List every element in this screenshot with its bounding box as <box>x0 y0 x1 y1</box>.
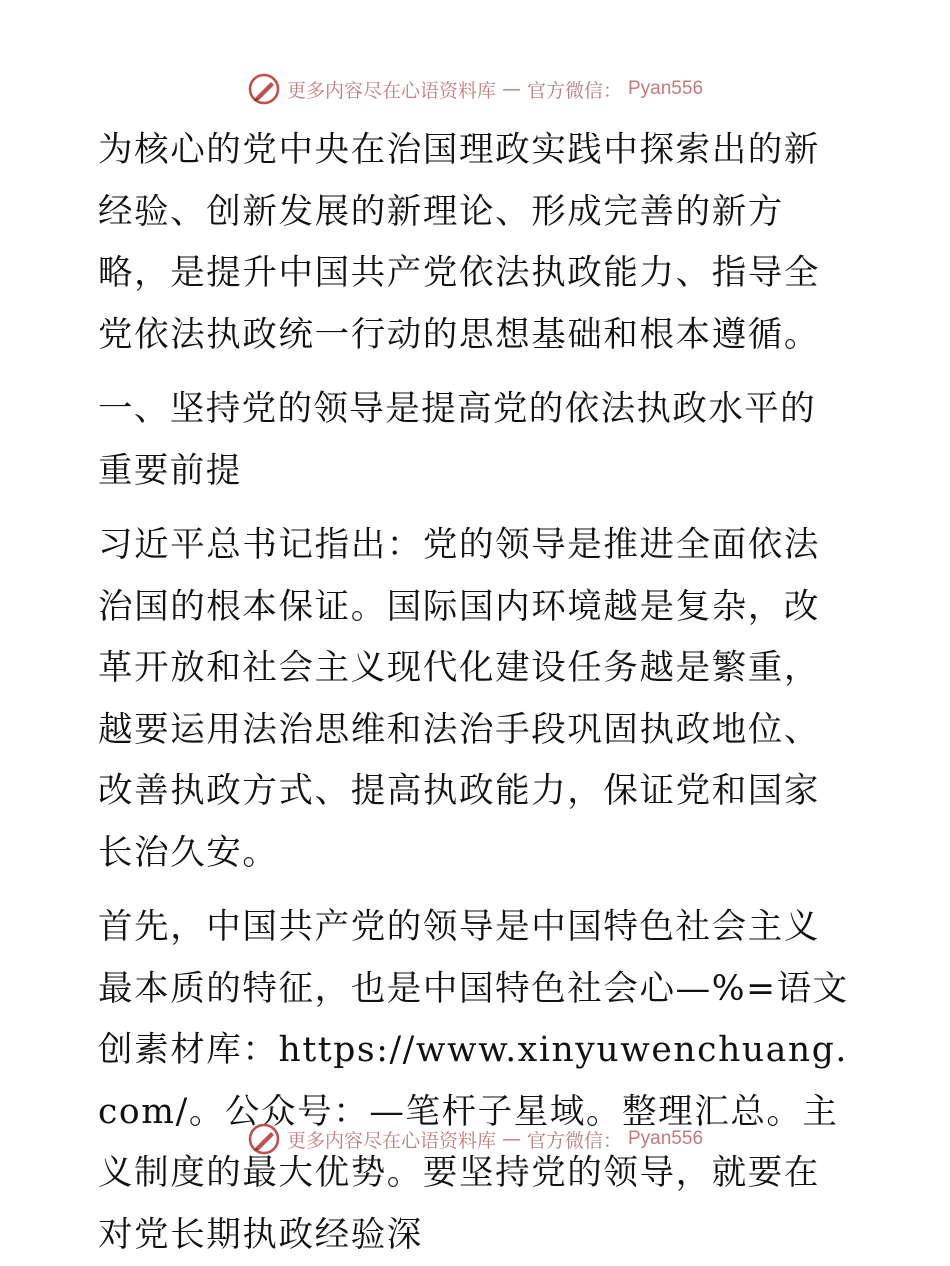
quill-logo-icon <box>247 1122 281 1156</box>
watermark-separator: — <box>501 1128 521 1150</box>
section-heading-1: 一、坚持党的领导是提高党的依法执政水平的重要前提 <box>98 389 816 491</box>
header-watermark <box>0 72 950 106</box>
watermark-main-text: 更多内容尽在心语资料库 <box>286 1129 496 1152</box>
paragraph-first-point: 首先，中国共产党的领导是中国特色社会主义最本质的特征，也是中国特色社会心—%=语文创素材库：https://www.xinyuwenchuang.com/。公众号：—笔杆子星域。整理汇总。主义制度的最大优势。要坚持党的领导，就要在对党长期执政经验深 <box>98 907 849 1255</box>
watermark-wechat-id: Pyan556 <box>628 78 704 99</box>
watermark-separator: — <box>501 78 521 100</box>
watermark-main-text: 更多内容尽在心语资料库 <box>286 79 496 102</box>
document-body <box>98 120 850 1266</box>
paragraph-quote: 习近平总书记指出：党的领导是推进全面依法治国的根本保证。国际国内环境越是复杂，改革开放和社会主义现代化建设任务越是繁重，越要运用法治思维和法治手段巩固执政地位、改善执政方式、提高执政能力，保证党和国家长治久安。 <box>98 525 820 873</box>
quill-logo-icon <box>247 72 281 106</box>
paragraph-intro: 为核心的党中央在治国理政实践中探索出的新经验、创新发展的新理论、形成完善的新方略，是提升中国共产党依法执政能力、指导全党依法执政统一行动的思想基础和根本遵循。 <box>98 130 820 355</box>
footer-watermark <box>0 1122 950 1156</box>
watermark-sub-text: 官方微信： <box>526 1129 622 1152</box>
watermark-wechat-id: Pyan556 <box>628 1128 704 1149</box>
watermark-sub-text: 官方微信： <box>526 79 622 102</box>
